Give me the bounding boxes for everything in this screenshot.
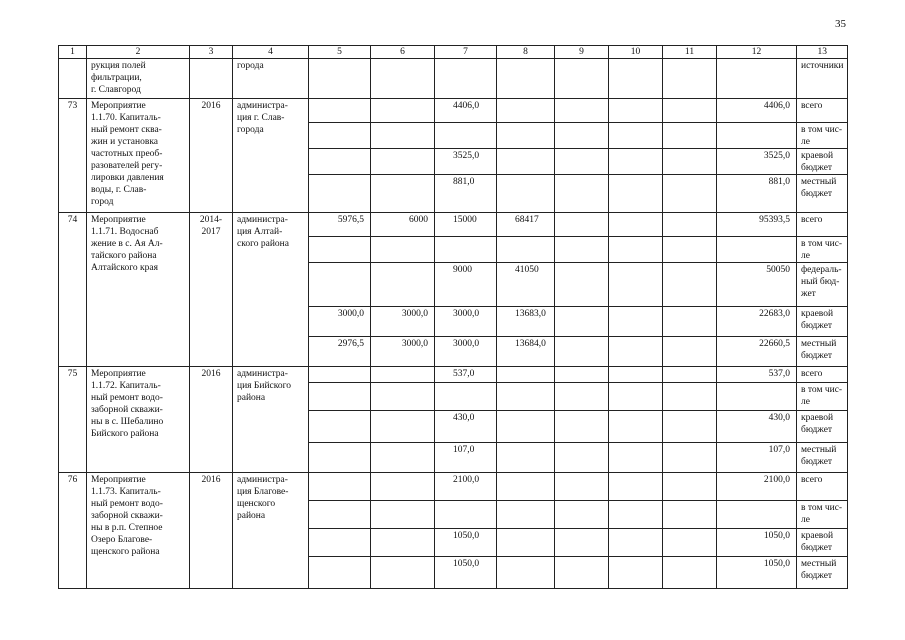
amount-cell	[663, 149, 717, 175]
amount-cell	[663, 123, 717, 149]
amount-cell	[497, 123, 555, 149]
measure-number: 74	[59, 213, 87, 367]
amount-cell	[663, 443, 717, 473]
amount-cell	[371, 367, 435, 383]
amount-cell: 3000,0	[371, 307, 435, 337]
amount-cell: 2100,0	[717, 473, 797, 501]
amount-cell	[717, 383, 797, 411]
amount-cell	[309, 99, 371, 123]
header-cell: 10	[609, 46, 663, 59]
page-number: 35	[835, 18, 846, 30]
amount-cell: 1050,0	[717, 529, 797, 557]
amount-cell	[309, 237, 371, 263]
executor: администра- ция г. Слав- города	[233, 99, 309, 213]
amount-cell	[371, 99, 435, 123]
amount-cell	[555, 383, 609, 411]
amount-cell: 13683,0	[497, 307, 555, 337]
source-cell: краевой бюджет	[797, 529, 848, 557]
amount-cell	[309, 443, 371, 473]
amount-cell: 3000,0	[309, 307, 371, 337]
amount-cell	[609, 473, 663, 501]
amount-cell: 95393,5	[717, 213, 797, 237]
amount-cell	[609, 237, 663, 263]
amount-cell	[555, 149, 609, 175]
amount-cell	[555, 367, 609, 383]
amount-cell	[717, 237, 797, 263]
amount-cell	[435, 501, 497, 529]
amount-cell	[609, 557, 663, 589]
amount-cell	[609, 213, 663, 237]
continued-row	[59, 59, 848, 99]
header-cell: 13	[797, 46, 848, 59]
source-cell: всего	[797, 213, 848, 237]
source-cell: местный бюджет	[797, 175, 848, 213]
amount-cell	[663, 557, 717, 589]
amount-cell	[663, 473, 717, 501]
measure-number: 75	[59, 367, 87, 473]
amount-cell	[609, 443, 663, 473]
amount-cell	[717, 123, 797, 149]
amount-cell	[435, 383, 497, 411]
amount-cell: 3525,0	[717, 149, 797, 175]
amount-cell	[497, 473, 555, 501]
amount-cell	[555, 557, 609, 589]
amount-cell: 50050	[717, 263, 797, 307]
amount-cell	[497, 149, 555, 175]
amount-cell: 881,0	[435, 175, 497, 213]
amount-cell	[555, 337, 609, 367]
amount-cell	[663, 529, 717, 557]
source-cell: местный бюджет	[797, 557, 848, 589]
measure-number: 76	[59, 473, 87, 589]
source-cell: в том чис- ле	[797, 237, 848, 263]
amount-cell	[309, 411, 371, 443]
amount-cell	[371, 473, 435, 501]
amount-cell: 3000,0	[435, 337, 497, 367]
amount-cell: 3000,0	[371, 337, 435, 367]
amount-cell: 881,0	[717, 175, 797, 213]
amount-cell	[663, 237, 717, 263]
amount-cell: 107,0	[435, 443, 497, 473]
amount-cell: 9000	[435, 263, 497, 307]
amount-cell: 537,0	[717, 367, 797, 383]
amount-cell	[371, 443, 435, 473]
amount-cell	[309, 529, 371, 557]
header-cell: 11	[663, 46, 717, 59]
amount-cell	[371, 501, 435, 529]
amount-cell	[609, 367, 663, 383]
amount-cell: 3000,0	[435, 307, 497, 337]
amount-cell: 22660,5	[717, 337, 797, 367]
amount-cell	[555, 213, 609, 237]
table-row	[59, 367, 848, 383]
measure-years: 2014- 2017	[190, 213, 233, 367]
executor: администра- ция Алтай- ского района	[233, 213, 309, 367]
measure-name: рукция полей фильтрации, г. Славгород	[87, 59, 190, 99]
executor: города	[233, 59, 309, 99]
header-cell: 8	[497, 46, 555, 59]
amount-cell: 15000	[435, 213, 497, 237]
amount-cell	[663, 501, 717, 529]
source-cell: в том чис- ле	[797, 123, 848, 149]
amount-cell	[609, 99, 663, 123]
source-cell: федераль- ный бюд- жет	[797, 263, 848, 307]
amount-cell	[497, 501, 555, 529]
amount-cell	[609, 337, 663, 367]
amount-cell	[555, 263, 609, 307]
amount-cell: 537,0	[435, 367, 497, 383]
source-cell: местный бюджет	[797, 443, 848, 473]
source-cell: местный бюджет	[797, 337, 848, 367]
amount-cell	[309, 473, 371, 501]
amount-cell	[309, 501, 371, 529]
amount-cell	[609, 383, 663, 411]
header-row	[59, 46, 848, 59]
source-cell: краевой бюджет	[797, 411, 848, 443]
amount-cell	[309, 557, 371, 589]
amount-cell	[497, 443, 555, 473]
amount-cell	[555, 443, 609, 473]
table-row	[59, 99, 848, 123]
source-cell: краевой бюджет	[797, 307, 848, 337]
source-cell: всего	[797, 367, 848, 383]
amount-cell	[435, 237, 497, 263]
amount-cell	[371, 149, 435, 175]
amount-cell	[663, 411, 717, 443]
amount-cell	[497, 175, 555, 213]
amount-cell	[609, 307, 663, 337]
measure-name: Мероприятие 1.1.72. Капиталь- ный ремонт водо- заборной скважи- ны в с. Шебалино Бийского района	[87, 367, 190, 473]
amount-cell	[497, 99, 555, 123]
amount-cell	[371, 411, 435, 443]
amount-cell	[555, 99, 609, 123]
amount-cell	[555, 237, 609, 263]
amount-cell	[663, 263, 717, 307]
measure-years: 2016	[190, 367, 233, 473]
amount-cell	[435, 123, 497, 149]
amount-cell	[309, 367, 371, 383]
amount-cell	[309, 123, 371, 149]
amount-cell	[497, 411, 555, 443]
measure-name: Мероприятие 1.1.70. Капиталь- ный ремонт сква- жин и установка частотных преоб- разователей регу- лировки давления воды, г. Слав- город	[87, 99, 190, 213]
amount-cell: 41050	[497, 263, 555, 307]
measure-name: Мероприятие 1.1.71. Водоснаб жение в с. Ая Ал- тайского района Алтайского края	[87, 213, 190, 367]
amount-cell	[371, 263, 435, 307]
amount-cell	[663, 99, 717, 123]
amount-cell: 430,0	[717, 411, 797, 443]
amount-cell	[309, 383, 371, 411]
amount-cell: 2976,5	[309, 337, 371, 367]
amount-cell: 13684,0	[497, 337, 555, 367]
header-cell: 4	[233, 46, 309, 59]
amount-cell: 4406,0	[435, 99, 497, 123]
amount-cell	[371, 123, 435, 149]
header-cell: 2	[87, 46, 190, 59]
amount-cell	[371, 383, 435, 411]
amount-cell	[371, 529, 435, 557]
executor: администра- ция Благове- щенского района	[233, 473, 309, 589]
amount-cell: 68417	[497, 213, 555, 237]
amount-cell	[609, 175, 663, 213]
amount-cell	[555, 529, 609, 557]
amount-cell: 4406,0	[717, 99, 797, 123]
measure-number: 73	[59, 99, 87, 213]
amount-cell	[371, 557, 435, 589]
source-cell: в том чис- ле	[797, 501, 848, 529]
table-row	[59, 213, 848, 237]
amount-cell: 6000	[371, 213, 435, 237]
source-cell: краевой бюджет	[797, 149, 848, 175]
table-row	[59, 473, 848, 501]
amount-cell	[555, 307, 609, 337]
header-cell: 6	[371, 46, 435, 59]
amount-cell: 1050,0	[717, 557, 797, 589]
amount-cell	[609, 529, 663, 557]
amount-cell: 5976,5	[309, 213, 371, 237]
header-cell: 1	[59, 46, 87, 59]
amount-cell	[555, 123, 609, 149]
amount-cell	[497, 529, 555, 557]
header-cell: 9	[555, 46, 609, 59]
measure-years: 2016	[190, 473, 233, 589]
amount-cell	[609, 149, 663, 175]
amount-cell	[717, 501, 797, 529]
funding-table	[58, 45, 848, 589]
amount-cell	[309, 175, 371, 213]
amount-cell: 1050,0	[435, 529, 497, 557]
amount-cell	[497, 383, 555, 411]
amount-cell: 2100,0	[435, 473, 497, 501]
amount-cell	[609, 411, 663, 443]
amount-cell	[309, 149, 371, 175]
amount-cell	[555, 175, 609, 213]
amount-cell	[663, 307, 717, 337]
source-cell: всего	[797, 99, 848, 123]
amount-cell	[609, 501, 663, 529]
amount-cell	[663, 383, 717, 411]
amount-cell	[609, 263, 663, 307]
amount-cell	[555, 501, 609, 529]
source-cell: источники	[797, 59, 848, 99]
amount-cell: 3525,0	[435, 149, 497, 175]
source-cell: в том чис- ле	[797, 383, 848, 411]
amount-cell	[663, 175, 717, 213]
amount-cell	[555, 473, 609, 501]
executor: администра- ция Бийского района	[233, 367, 309, 473]
amount-cell	[663, 367, 717, 383]
header-cell: 12	[717, 46, 797, 59]
amount-cell	[371, 175, 435, 213]
amount-cell: 107,0	[717, 443, 797, 473]
amount-cell	[663, 213, 717, 237]
source-cell: всего	[797, 473, 848, 501]
amount-cell	[309, 263, 371, 307]
measure-name: Мероприятие 1.1.73. Капиталь- ный ремонт водо- заборной скважи- ны в р.п. Степное Озеро Благове- щенского района	[87, 473, 190, 589]
amount-cell	[497, 237, 555, 263]
measure-years: 2016	[190, 99, 233, 213]
header-cell: 3	[190, 46, 233, 59]
amount-cell: 1050,0	[435, 557, 497, 589]
amount-cell	[497, 557, 555, 589]
amount-cell	[663, 337, 717, 367]
amount-cell: 430,0	[435, 411, 497, 443]
amount-cell	[371, 237, 435, 263]
amount-cell	[497, 367, 555, 383]
header-cell: 5	[309, 46, 371, 59]
amount-cell	[555, 411, 609, 443]
header-cell: 7	[435, 46, 497, 59]
amount-cell: 22683,0	[717, 307, 797, 337]
amount-cell	[609, 123, 663, 149]
